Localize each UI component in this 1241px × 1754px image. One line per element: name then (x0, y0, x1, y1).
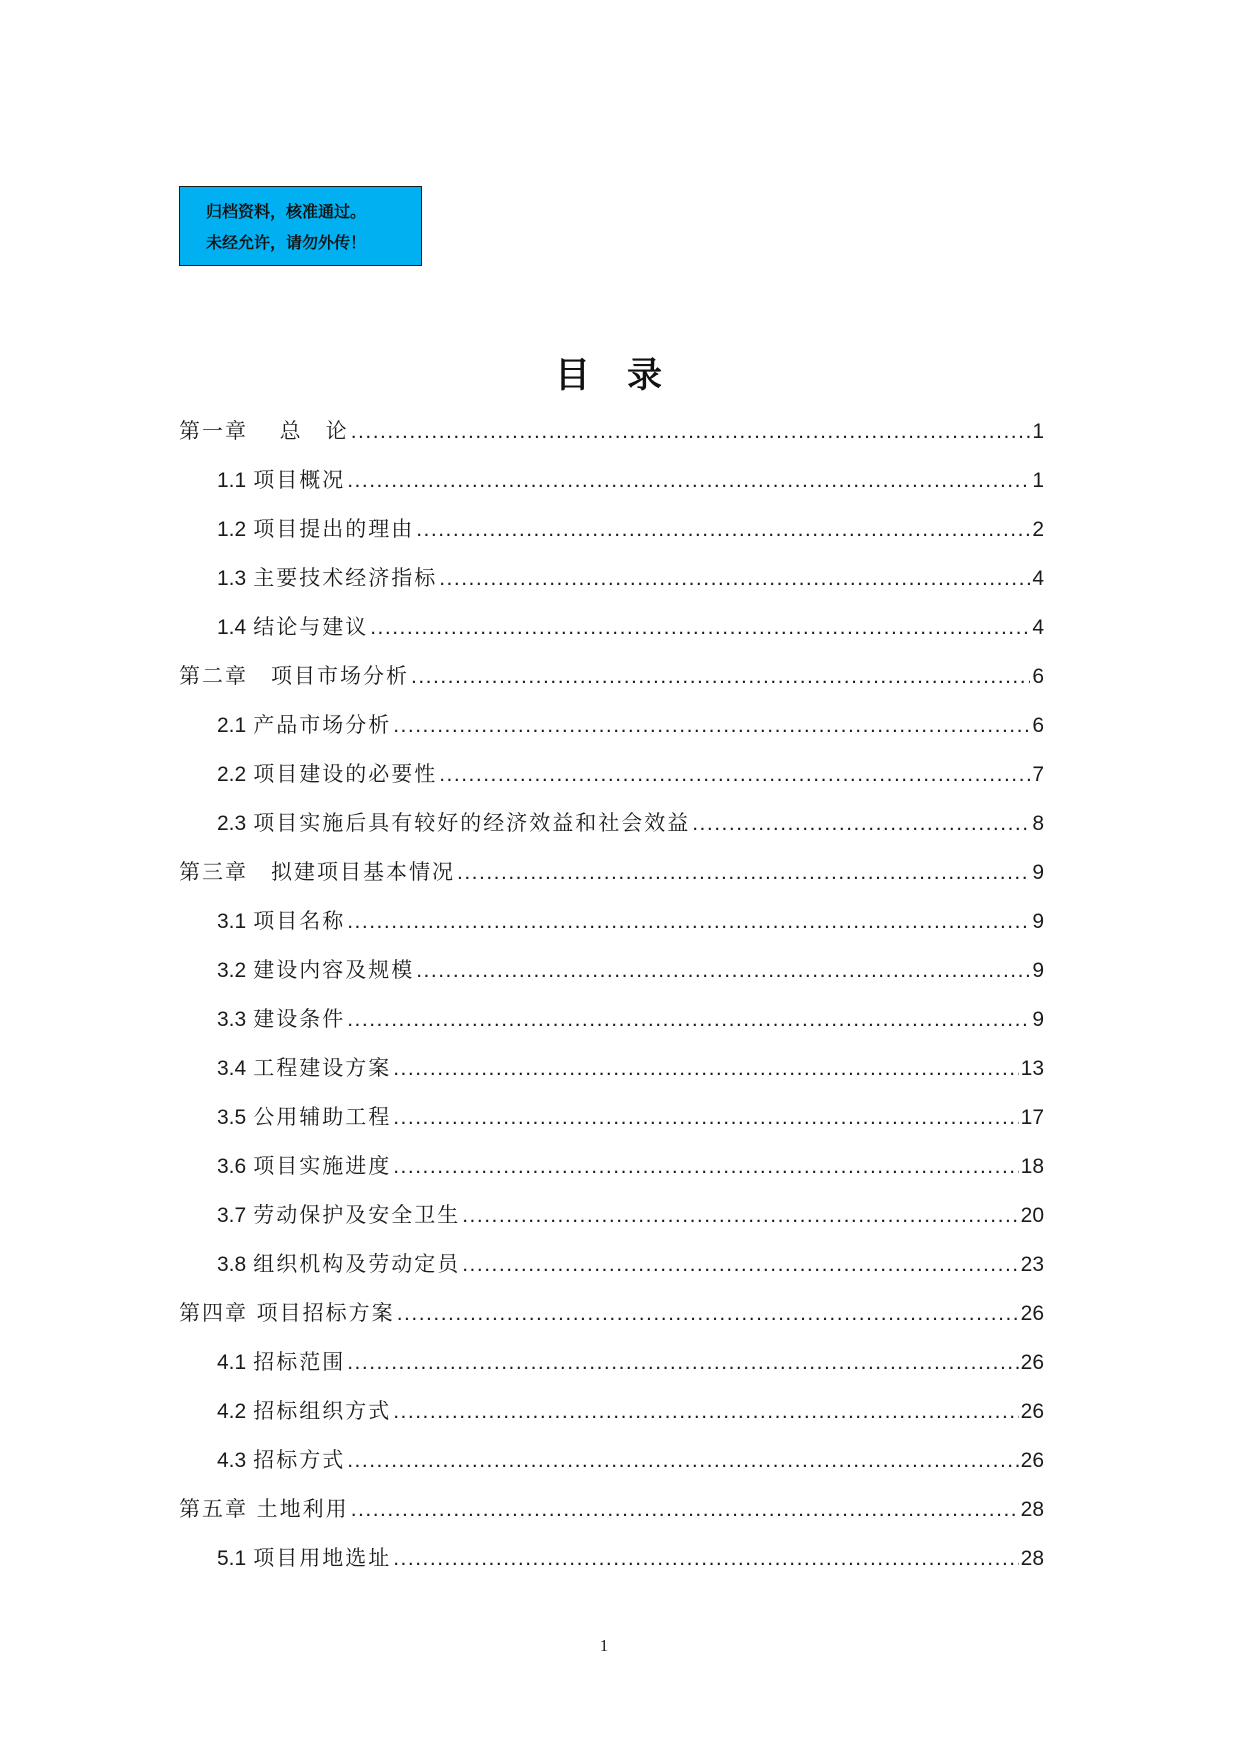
toc-entry-number: 3.8 (217, 1253, 247, 1276)
toc-chapter-entry[interactable] (179, 407, 1044, 456)
toc-entry-label: 劳动保护及安全卫生 (253, 1203, 461, 1227)
toc-dot-leader (347, 995, 1030, 1044)
toc-dot-leader (393, 701, 1030, 750)
toc-chapter-entry[interactable] (179, 1485, 1044, 1534)
toc-entry-page: 6 (1032, 714, 1044, 737)
toc-entry-number: 4.1 (217, 1351, 247, 1374)
toc-section-entry[interactable] (179, 1387, 1044, 1436)
archive-stamp-box (179, 186, 422, 266)
toc-entry-number: 3.6 (217, 1155, 247, 1178)
toc-entry-page: 6 (1032, 665, 1044, 688)
toc-entry-page: 4 (1032, 616, 1044, 639)
toc-dot-leader (411, 652, 1030, 701)
toc-entry-label: 招标范围 (253, 1350, 346, 1374)
toc-section-entry[interactable] (179, 1338, 1044, 1387)
toc-entry-label: 公用辅助工程 (253, 1105, 392, 1129)
toc-entry-page: 9 (1032, 1008, 1044, 1031)
toc-entry-page: 4 (1032, 567, 1044, 590)
toc-entry-label: 项目建设的必要性 (253, 762, 438, 786)
toc-section-entry[interactable] (179, 946, 1044, 995)
toc-entry-label: 产品市场分析 (253, 713, 392, 737)
toc-entry-page: 23 (1020, 1253, 1044, 1276)
toc-entry-page: 17 (1020, 1106, 1044, 1129)
toc-dot-leader (397, 1289, 1019, 1338)
toc-entry-label: 项目实施进度 (253, 1154, 392, 1178)
toc-entry-label: 建设条件 (253, 1007, 346, 1031)
toc-chapter-entry[interactable] (179, 652, 1044, 701)
toc-title-char-2: 录 (627, 356, 664, 396)
toc-entry-label: 招标方式 (253, 1448, 346, 1472)
toc-dot-leader (439, 750, 1030, 799)
toc-dot-leader (351, 1485, 1019, 1534)
toc-dot-leader (393, 1142, 1018, 1191)
toc-entry-page: 2 (1032, 518, 1044, 541)
toc-entry-page: 1 (1032, 469, 1044, 492)
toc-entry-page: 20 (1020, 1204, 1044, 1227)
toc-dot-leader (416, 946, 1030, 995)
toc-entry-page: 26 (1020, 1351, 1044, 1374)
toc-entry-label: 项目用地选址 (253, 1546, 392, 1570)
toc-section-entry[interactable] (179, 1240, 1044, 1289)
toc-entry-number: 1.3 (217, 567, 247, 590)
toc-entry-number: 5.1 (217, 1547, 247, 1570)
toc-entry-label: 项目名称 (253, 909, 346, 933)
toc-entry-number: 3.3 (217, 1008, 247, 1031)
toc-entry-label: 项目概况 (253, 468, 346, 492)
toc-entry-number: 2.2 (217, 763, 247, 786)
toc-entry-page: 13 (1020, 1057, 1044, 1080)
table-of-contents (179, 407, 1044, 1583)
stamp-line-1: 归档资料，核准通过。 (206, 202, 367, 221)
toc-entry-number: 4.3 (217, 1449, 247, 1472)
toc-entry-page: 1 (1032, 420, 1044, 443)
toc-entry-page: 8 (1032, 812, 1044, 835)
toc-entry-label: 结论与建议 (253, 615, 369, 639)
toc-entry-label: 第一章 总 论 (179, 419, 349, 443)
toc-section-entry[interactable] (179, 897, 1044, 946)
toc-section-entry[interactable] (179, 995, 1044, 1044)
toc-entry-number: 4.2 (217, 1400, 247, 1423)
toc-entry-page: 9 (1032, 959, 1044, 982)
toc-section-entry[interactable] (179, 1191, 1044, 1240)
toc-dot-leader (347, 1436, 1018, 1485)
toc-dot-leader (439, 554, 1030, 603)
toc-entry-number: 2.1 (217, 714, 247, 737)
toc-entry-page: 7 (1032, 763, 1044, 786)
toc-entry-page: 9 (1032, 910, 1044, 933)
toc-entry-page: 28 (1020, 1547, 1044, 1570)
toc-dot-leader (462, 1240, 1018, 1289)
toc-section-entry[interactable] (179, 1093, 1044, 1142)
toc-entry-page: 18 (1020, 1155, 1044, 1178)
toc-section-entry[interactable] (179, 1436, 1044, 1485)
toc-entry-page: 9 (1032, 861, 1044, 884)
toc-entry-page: 26 (1020, 1400, 1044, 1423)
toc-entry-page: 26 (1020, 1449, 1044, 1472)
toc-dot-leader (462, 1191, 1018, 1240)
toc-section-entry[interactable] (179, 799, 1044, 848)
toc-dot-leader (393, 1044, 1018, 1093)
toc-section-entry[interactable] (179, 554, 1044, 603)
toc-dot-leader (393, 1387, 1018, 1436)
toc-section-entry[interactable] (179, 603, 1044, 652)
toc-entry-label: 组织机构及劳动定员 (253, 1252, 461, 1276)
toc-dot-leader (347, 456, 1030, 505)
toc-title (0, 348, 1218, 398)
toc-entry-number: 3.1 (217, 910, 247, 933)
toc-section-entry[interactable] (179, 750, 1044, 799)
toc-entry-label: 项目提出的理由 (253, 517, 415, 541)
toc-dot-leader (416, 505, 1030, 554)
page-number: 1 (599, 1636, 609, 1655)
toc-entry-number: 3.4 (217, 1057, 247, 1080)
stamp-line-2: 未经允许，请勿外传！ (206, 233, 367, 252)
toc-entry-label: 项目实施后具有较好的经济效益和社会效益 (253, 811, 691, 835)
toc-section-entry[interactable] (179, 1534, 1044, 1583)
toc-entry-number: 3.7 (217, 1204, 247, 1227)
toc-dot-leader (393, 1534, 1018, 1583)
toc-entry-number: 3.5 (217, 1106, 247, 1129)
toc-section-entry[interactable] (179, 701, 1044, 750)
toc-section-entry[interactable] (179, 456, 1044, 505)
toc-dot-leader (370, 603, 1030, 652)
toc-entry-page: 28 (1020, 1498, 1044, 1521)
toc-entry-number: 2.3 (217, 812, 247, 835)
toc-entry-number: 3.2 (217, 959, 247, 982)
toc-section-entry[interactable] (179, 1142, 1044, 1191)
toc-title-char-1: 目 (554, 356, 591, 396)
toc-entry-label: 工程建设方案 (253, 1056, 392, 1080)
toc-dot-leader (347, 1338, 1018, 1387)
toc-entry-label: 建设内容及规模 (253, 958, 415, 982)
toc-chapter-entry[interactable] (179, 848, 1044, 897)
toc-entry-label: 第三章 拟建项目基本情况 (179, 860, 455, 884)
toc-section-entry[interactable] (179, 1044, 1044, 1093)
toc-entry-label: 第二章 项目市场分析 (179, 664, 409, 688)
toc-entry-page: 26 (1020, 1302, 1044, 1325)
toc-entry-label: 第五章 土地利用 (179, 1497, 349, 1521)
toc-dot-leader (457, 848, 1030, 897)
toc-dot-leader (393, 1093, 1018, 1142)
toc-dot-leader (692, 799, 1030, 848)
toc-entry-label: 主要技术经济指标 (253, 566, 438, 590)
toc-dot-leader (347, 897, 1030, 946)
toc-chapter-entry[interactable] (179, 1289, 1044, 1338)
toc-entry-label: 第四章 项目招标方案 (179, 1301, 395, 1325)
toc-entry-number: 1.4 (217, 616, 247, 639)
toc-section-entry[interactable] (179, 505, 1044, 554)
toc-entry-label: 招标组织方式 (253, 1399, 392, 1423)
toc-dot-leader (351, 407, 1031, 456)
toc-entry-number: 1.2 (217, 518, 247, 541)
toc-entry-number: 1.1 (217, 469, 247, 492)
